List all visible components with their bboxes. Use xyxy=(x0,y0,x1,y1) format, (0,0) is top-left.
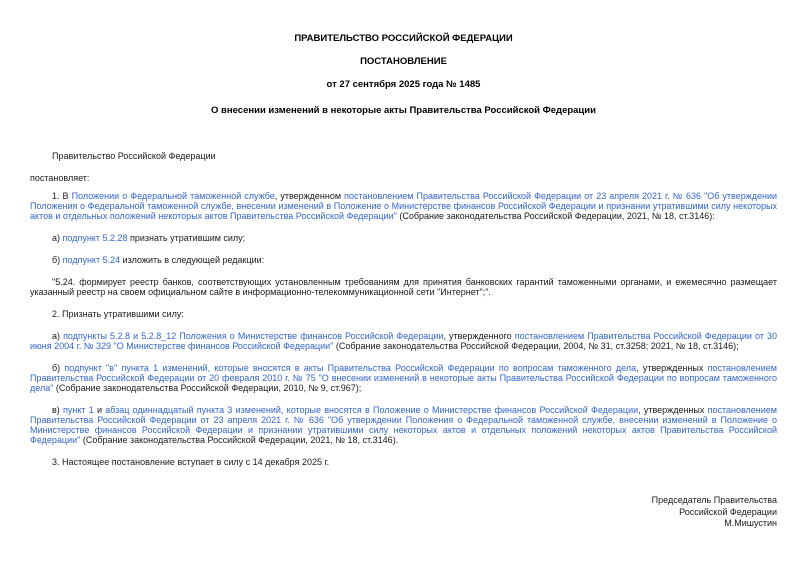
paragraph-text: "5.24. формирует реестр банков, соответствующих установленным требованиям для принятия банковских гарантий таможенными органами, и ежемесячно размещает указанный реестр на своем официальном сайте в информационно-телекоммуникационной сети "Интернет";". xyxy=(30,277,777,297)
paragraph-text: (Собрание законодательства Российской Федерации, 2004, № 31, ст.3258; 2021, № 18, ст.3146); xyxy=(333,341,739,351)
paragraph xyxy=(30,309,777,319)
document-link[interactable]: подпункт 5.24 xyxy=(62,255,121,265)
paragraph-text: а) xyxy=(52,331,64,341)
paragraph xyxy=(30,173,777,183)
paragraph-text: 1. В xyxy=(52,191,72,201)
document-link[interactable]: постановлением Правительства Российской Федерации от 20 февраля 2010 г. № 75 "О внесении изменений в некоторые акты Правительства Российской Федерации по вопросам таможенного дела" xyxy=(30,363,777,393)
document-link[interactable]: Положении о Федеральной таможенной службе xyxy=(71,191,275,201)
paragraph-text: б) xyxy=(52,363,65,373)
document-title: О внесении изменений в некоторые акты Правительства Российской Федерации xyxy=(211,105,596,116)
paragraph-text: б) xyxy=(52,255,63,265)
document-link[interactable]: подпункт "в" пункта 1 изменений, которые вносятся в акты Правительства Российской Федерации по вопросам таможенного дела xyxy=(64,363,637,373)
paragraph-text: , утвержденного xyxy=(443,331,515,341)
signature-block xyxy=(30,495,777,530)
paragraph-text: а) xyxy=(52,233,63,243)
document-link[interactable]: постановлением Правительства Российской Федерации от 30 июня 2004 г. № 329 "О Министерстве финансов Российской Федерации" xyxy=(30,331,777,351)
paragraph-text: , утвержденных xyxy=(636,363,708,373)
paragraph xyxy=(30,405,777,445)
paragraph xyxy=(30,191,777,221)
document-link[interactable]: абзац одиннадцатый пункта 3 изменений, которые вносятся в Положение о Министерстве финансов Российской Федерации xyxy=(105,405,639,415)
document-link[interactable]: постановлением Правительства Российской Федерации от 23 апреля 2021 г. № 636 "Об утверждении Положения о Федеральной таможенной службе, внесении изменений в Положение о Министерстве финансов Российской Федерации и признании утратившими силу некоторых актов и отдельных положений некоторых актов Правительства Российской Федерации" xyxy=(30,191,777,221)
paragraph xyxy=(30,363,777,393)
document-header xyxy=(30,33,777,116)
paragraph-text: Правительство Российской Федерации xyxy=(52,151,216,161)
paragraph xyxy=(30,457,777,467)
paragraph-text: (Собрание законодательства Российской Федерации, 2010, № 9, ст.967); xyxy=(53,383,362,393)
paragraph-text: 3. Настоящее постановление вступает в силу с 14 декабря 2025 г. xyxy=(52,457,330,467)
paragraph-text: , утвержденных xyxy=(638,405,708,415)
signer-position-line2: Российской Федерации xyxy=(679,506,777,517)
paragraph-text: в) xyxy=(52,405,63,415)
signer-name: М.Мишустин xyxy=(724,518,777,528)
paragraph-text: (Собрание законодательства Российской Федерации, 2021, № 18, ст.3146): xyxy=(396,211,715,221)
paragraph xyxy=(30,277,777,297)
paragraph-text: признать утратившим силу; xyxy=(127,233,246,243)
paragraph xyxy=(30,255,777,265)
document-body xyxy=(30,151,777,467)
paragraph-text: , утвержденном xyxy=(274,191,345,201)
document-link[interactable]: подпункты 5.2.8 и 5.2.8_12 Положения о Министерстве финансов Российской Федерации xyxy=(63,331,444,341)
document-link[interactable]: постановлением Правительства Российской Федерации от 23 апреля 2021 г. № 636 "Об утверждении Положения о Федеральной таможенной службе, внесении изменений в Положение о Министерстве финансов Российской Федерации и признании утратившими силу некоторых актов и отдельных положений некоторых актов Правительства Российской Федерации" xyxy=(30,405,777,445)
signer-position-line1: Председатель Правительства xyxy=(651,495,777,505)
paragraph-text: постановляет: xyxy=(30,173,90,183)
paragraph xyxy=(30,331,777,351)
document-date-number: от 27 сентября 2025 года № 1485 xyxy=(326,79,481,90)
document-link[interactable]: подпункт 5.2.28 xyxy=(62,233,128,243)
paragraph-text: 2. Признать утратившими силу: xyxy=(52,309,184,319)
paragraph xyxy=(30,233,777,243)
paragraph xyxy=(30,151,777,161)
paragraph-text: и xyxy=(93,405,106,415)
paragraph-text: (Собрание законодательства Российской Федерации, 2021, № 18, ст.3146). xyxy=(80,435,399,445)
paragraph-text: изложить в следующей редакции: xyxy=(120,255,265,265)
issuing-authority: ПРАВИТЕЛЬСТВО РОССИЙСКОЙ ФЕДЕРАЦИИ xyxy=(294,33,513,44)
document-type: ПОСТАНОВЛЕНИЕ xyxy=(360,56,447,67)
document-link[interactable]: пункт 1 xyxy=(63,405,94,415)
